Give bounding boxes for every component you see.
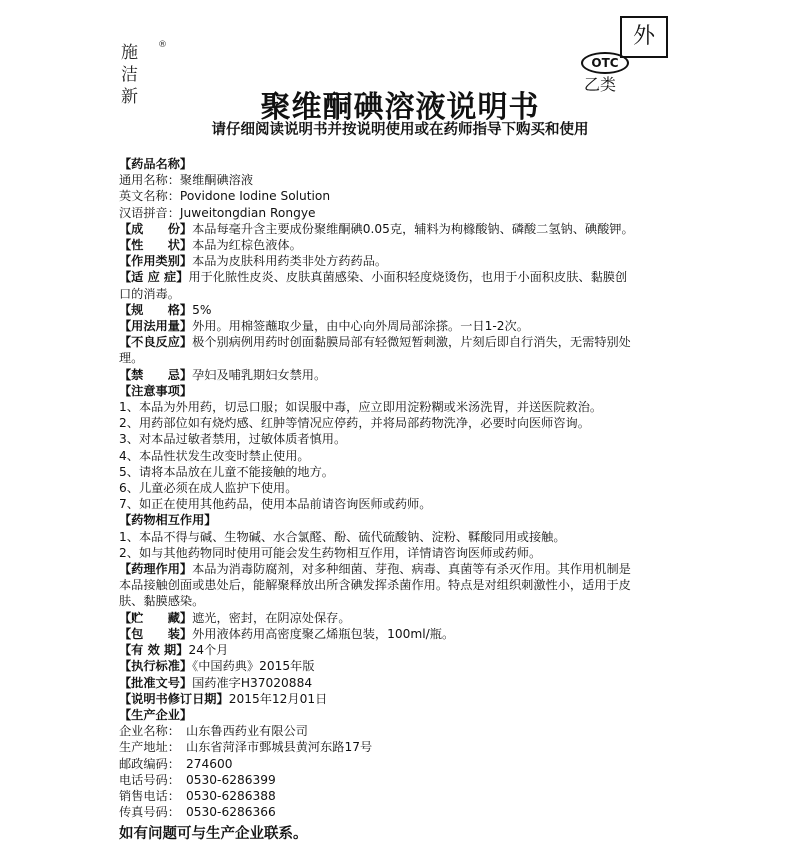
contra-row	[119, 367, 639, 383]
standard-text: 《中国药典》2015年版	[192, 659, 315, 674]
indication-text: 用于化脓性皮炎、皮肤真菌感染、小面积轻度烧烫伤，也用于小面积皮肤、黏膜创口的消毒。	[119, 270, 628, 301]
revision-row	[119, 691, 639, 707]
adverse-row	[119, 334, 639, 366]
indication-tag: 【适 应 症】	[119, 270, 189, 285]
usage-row	[119, 318, 639, 334]
brand-char: 洁	[121, 65, 138, 85]
registered-mark: ®	[158, 40, 167, 50]
pharmacology-row	[119, 561, 639, 610]
company-name: 企业名称： 山东鲁西药业有限公司	[119, 724, 308, 739]
instructions-body	[119, 156, 639, 843]
standard-tag: 【执行标准】	[119, 659, 193, 674]
usage-text: 外用。用棉签蘸取少量，由中心向外周局部涂搽。一日1-2次。	[192, 319, 529, 334]
precaution-item: 2、用药部位如有烧灼感、红肿等情况应停药，并将局部药物洗净，必要时向医师咨询。	[119, 416, 590, 431]
section-drug-name: 【药品名称】	[119, 157, 193, 171]
contra-tag: 【禁 忌】	[119, 367, 193, 382]
storage-text: 遮光，密封，在阴凉处保存。	[192, 610, 351, 625]
package-text: 外用液体药用高密度聚乙烯瓶包装，100ml/瓶。	[192, 626, 455, 641]
approval-text: 国药准字H37020884	[192, 675, 313, 690]
adverse-tag: 【不良反应】	[119, 335, 193, 350]
validity-text: 24个月	[188, 643, 229, 658]
section-interactions: 【药物相互作用】	[119, 513, 217, 528]
precaution-item: 6、儿童必须在成人监护下使用。	[119, 481, 298, 496]
company-address: 生产地址： 山东省菏泽市鄄城县黄河东路17号	[119, 740, 373, 755]
company-phone: 电话号码： 0530-6286399	[119, 772, 276, 787]
company-sales-phone: 销售电话： 0530-6286388	[119, 788, 276, 803]
document-title: 聚维酮碘溶液说明书	[260, 90, 540, 125]
category-row	[119, 253, 639, 269]
property-row	[119, 237, 639, 253]
precaution-item: 5、请将本品放在儿童不能接触的地方。	[119, 464, 334, 479]
category-tag: 【作用类别】	[119, 254, 193, 269]
company-fax: 传真号码： 0530-6286366	[119, 805, 276, 820]
indication-row	[119, 269, 639, 301]
otc-badge: OTC	[581, 52, 629, 74]
company-postcode: 邮政编码： 274600	[119, 756, 233, 771]
generic-name: 通用名称：聚维酮碘溶液	[119, 173, 254, 188]
ingredients-tag: 【成 份】	[119, 221, 193, 236]
validity-tag: 【有 效 期】	[119, 643, 189, 658]
contra-text: 孕妇及哺乳期妇女禁用。	[192, 367, 327, 382]
spec-text: 5%	[192, 302, 212, 317]
approval-row	[119, 675, 639, 691]
standard-row	[119, 658, 639, 674]
ingredients-text: 本品每毫升含主要成份聚维酮碘0.05克，辅料为枸橼酸钠、磷酸二氢钠、碘酸钾。	[192, 221, 634, 236]
spec-row	[119, 302, 639, 318]
category-text: 本品为皮肤科用药类非处方药药品。	[192, 254, 388, 269]
pharmacology-text: 本品为消毒防腐剂，对多种细菌、芽孢、病毒、真菌等有杀灭作用。其作用机制是本品接触创面或患处后，能解聚释放出所含碘发挥杀菌作用。特点是对组织刺激性小，适用于皮肤、黏膜感染。	[119, 562, 631, 609]
section-company: 【生产企业】	[119, 707, 193, 722]
otc-class-label: 乙类	[584, 75, 617, 94]
external-use-badge: 外	[620, 16, 668, 58]
usage-tag: 【用法用量】	[119, 319, 193, 334]
precaution-item: 7、如正在使用其他药品，使用本品前请咨询医师或药师。	[119, 497, 432, 512]
interaction-item: 1、本品不得与碱、生物碱、水合氯醛、酚、硫代硫酸钠、淀粉、鞣酸同用或接触。	[119, 529, 566, 544]
package-row	[119, 626, 639, 642]
pinyin-name: 汉语拼音：Juweitongdian Rongye	[119, 205, 316, 220]
document-subtitle: 请仔细阅读说明书并按说明使用或在药师指导下购买和使用	[211, 122, 589, 138]
property-text: 本品为红棕色液体。	[192, 238, 302, 253]
property-tag: 【性 状】	[119, 238, 193, 253]
precaution-item: 1、本品为外用药，切忌口服；如误服中毒，应立即用淀粉糊或米汤洗胃，并送医院救治。	[119, 400, 603, 415]
package-tag: 【包 装】	[119, 626, 193, 641]
approval-tag: 【批准文号】	[119, 675, 193, 690]
revision-tag: 【说明书修订日期】	[119, 691, 229, 706]
validity-row	[119, 642, 639, 658]
precaution-item: 4、本品性状发生改变时禁止使用。	[119, 448, 310, 463]
brand-char: 施	[121, 43, 138, 63]
spec-tag: 【规 格】	[119, 302, 193, 317]
storage-row	[119, 610, 639, 626]
footer-note: 如有问题可与生产企业联系。	[119, 826, 308, 843]
storage-tag: 【贮 藏】	[119, 610, 193, 625]
revision-text: 2015年12月01日	[228, 691, 328, 706]
english-name: 英文名称：Povidone Iodine Solution	[119, 189, 331, 204]
ingredients-row	[119, 221, 639, 237]
interaction-item: 2、如与其他药物同时使用可能会发生药物相互作用，详情请咨询医师或药师。	[119, 545, 542, 560]
brand-char: 新	[121, 87, 138, 107]
adverse-text: 极个别病例用药时创面黏膜局部有轻微短暂刺激，片刻后即自行消失，无需特别处理。	[119, 335, 631, 366]
section-precautions: 【注意事项】	[119, 383, 193, 398]
precaution-item: 3、对本品过敏者禁用，过敏体质者慎用。	[119, 432, 347, 447]
pharmacology-tag: 【药理作用】	[119, 562, 193, 577]
